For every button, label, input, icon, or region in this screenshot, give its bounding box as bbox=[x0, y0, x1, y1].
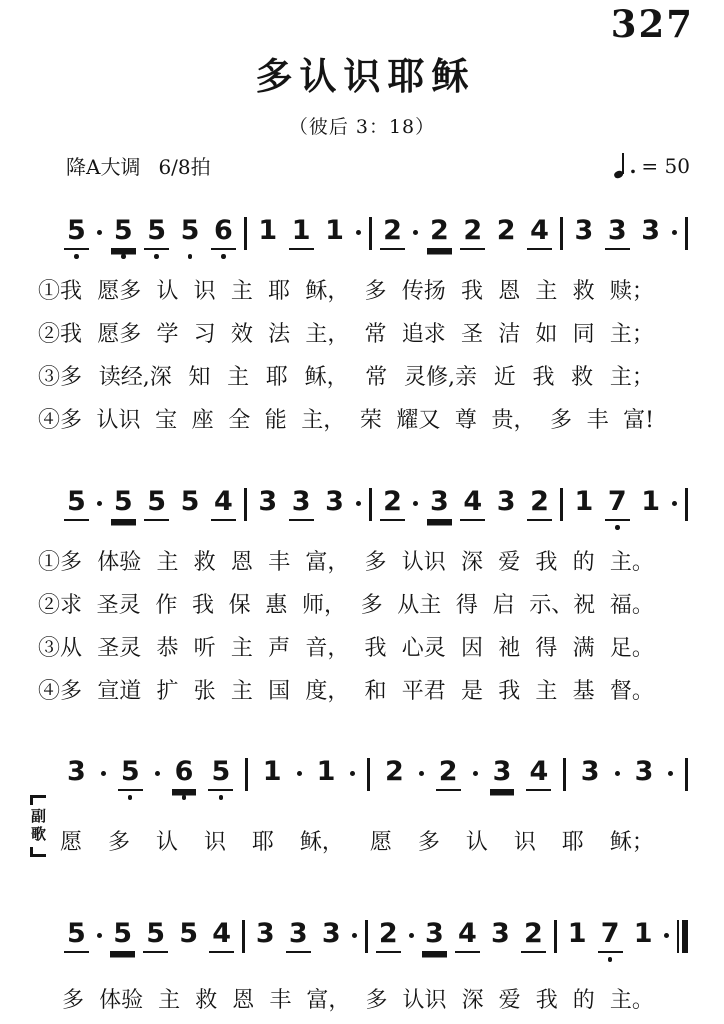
note: 5 bbox=[144, 216, 169, 250]
lyric-group: 的 bbox=[572, 988, 595, 1013]
note: 4 bbox=[460, 487, 485, 521]
note: 4 bbox=[527, 216, 552, 250]
lyric-group: 尊 bbox=[454, 408, 477, 433]
note: 3 bbox=[490, 757, 515, 791]
lyric-group: 师， bbox=[301, 593, 346, 618]
lyric-group: 效 bbox=[230, 322, 253, 347]
note: 1 bbox=[262, 756, 282, 787]
lyric-group: 祂 bbox=[498, 636, 521, 661]
lyric-group: 从主 bbox=[397, 593, 442, 618]
lyric-group: 扩 bbox=[156, 679, 179, 704]
chorus-bracket-top bbox=[30, 795, 46, 805]
lyric-group: 体验 bbox=[97, 550, 142, 575]
lyric-group: 满 bbox=[572, 636, 595, 661]
lyric-group: 张 bbox=[193, 679, 216, 704]
lyric-group: 耶 bbox=[265, 365, 288, 390]
lyric-group: 认 bbox=[156, 279, 179, 304]
lyric-group: 赎； bbox=[609, 279, 654, 304]
lyric-group: 我 bbox=[535, 550, 558, 575]
lyric-group: 度， bbox=[305, 679, 350, 704]
lyric-group: 荣 bbox=[359, 408, 382, 433]
note: 3 bbox=[325, 486, 344, 517]
lyric-group: 主 bbox=[156, 550, 179, 575]
lyric-group: 多 bbox=[62, 988, 85, 1013]
augmentation-dot bbox=[664, 933, 669, 938]
lyric-group: 是 bbox=[460, 679, 483, 704]
lyric-group: 我 bbox=[535, 988, 558, 1013]
lyric-group: 声 bbox=[268, 636, 291, 661]
low-octave-dot bbox=[615, 525, 620, 530]
hymn-number: 327 bbox=[610, 2, 694, 46]
note: 2 bbox=[380, 487, 405, 521]
note: 4 bbox=[455, 919, 480, 953]
lyric-group: 爱 bbox=[498, 988, 521, 1013]
note: 1 bbox=[258, 215, 278, 246]
note: 1 bbox=[641, 486, 661, 517]
note: 6 bbox=[211, 216, 236, 250]
lyric-group: 富! bbox=[623, 408, 654, 433]
lyric-group: 圣灵 bbox=[96, 593, 141, 618]
lyric-group: 认识 bbox=[401, 550, 446, 575]
barline bbox=[244, 217, 247, 250]
note: 3 bbox=[422, 919, 447, 953]
lyric-group: 主 bbox=[230, 679, 253, 704]
lyric-line-v1-1 bbox=[38, 268, 654, 311]
lyric-line-v2-1 bbox=[38, 539, 654, 582]
lyric-group: 知 bbox=[188, 365, 211, 390]
note: 1 bbox=[325, 215, 344, 246]
augmentation-dot bbox=[672, 230, 677, 235]
lyric-group: 耶 bbox=[561, 829, 584, 855]
lyric-group: 主， bbox=[301, 408, 346, 433]
lyric-group: 心灵 bbox=[401, 636, 446, 661]
lyric-group: 深 bbox=[461, 988, 484, 1013]
note: 5 bbox=[178, 216, 203, 248]
note: 4 bbox=[211, 487, 236, 521]
lyric-group: 认 bbox=[465, 829, 488, 855]
lyric-group: 我 bbox=[364, 636, 387, 661]
page-title: 多认识耶稣 bbox=[255, 55, 476, 98]
lyric-group: ②求 bbox=[38, 593, 83, 618]
lyric-group: 多 bbox=[365, 988, 388, 1013]
note: 3 bbox=[427, 487, 452, 521]
lyric-group: 启 bbox=[492, 593, 515, 618]
note: 5 bbox=[64, 487, 89, 521]
lyric-group: 常 bbox=[364, 322, 387, 347]
scripture-reference: （彼后 3：18） bbox=[288, 116, 436, 138]
note: 5 bbox=[111, 216, 136, 250]
augmentation-dot bbox=[352, 933, 357, 938]
lyric-group: ③多 bbox=[38, 365, 83, 390]
lyric-group: 救 bbox=[571, 365, 594, 390]
note: 7 bbox=[598, 919, 623, 953]
barline bbox=[365, 920, 368, 953]
note: 2 bbox=[436, 757, 461, 791]
augmentation-dot bbox=[356, 230, 361, 235]
barline bbox=[685, 488, 688, 521]
lyric-group: 稣； bbox=[609, 829, 654, 855]
barline bbox=[563, 758, 566, 791]
lyric-group: 传扬 bbox=[401, 279, 446, 304]
lyric-group: 主 bbox=[535, 279, 558, 304]
lyric-group: ①多 bbox=[38, 550, 83, 575]
note: 7 bbox=[605, 487, 630, 521]
note: 5 bbox=[143, 919, 168, 953]
lyric-group: 耶 bbox=[268, 279, 291, 304]
lyric-group: 宣道 bbox=[97, 679, 142, 704]
music-line-final bbox=[64, 919, 688, 965]
augmentation-dot bbox=[155, 771, 160, 776]
lyric-group: 国 bbox=[268, 679, 291, 704]
lyric-group: 常 bbox=[365, 365, 388, 390]
lyric-group: 愿 bbox=[369, 829, 392, 855]
low-octave-dot bbox=[219, 795, 224, 800]
low-octave-dot bbox=[608, 957, 613, 962]
lyric-group: 示、祝 bbox=[529, 593, 596, 618]
note: 3 bbox=[580, 756, 600, 787]
augmentation-dot bbox=[101, 771, 106, 776]
lyric-group: 体验 bbox=[99, 988, 144, 1013]
low-octave-dot bbox=[74, 254, 79, 259]
lyric-group: 得 bbox=[455, 593, 478, 618]
low-octave-dot bbox=[221, 254, 226, 259]
lyric-group: ④多 bbox=[38, 408, 83, 433]
key-signature: 降A大调 bbox=[66, 155, 141, 179]
lyric-group: 追求 bbox=[401, 322, 446, 347]
lyric-group: 圣 bbox=[460, 322, 483, 347]
lyric-group: 听 bbox=[193, 636, 216, 661]
lyric-group: 的 bbox=[572, 550, 595, 575]
music-line-chorus bbox=[64, 757, 688, 803]
note: 3 bbox=[321, 918, 341, 949]
music-line-2 bbox=[64, 487, 688, 533]
lyric-group: 愿 bbox=[60, 829, 83, 855]
low-octave-dot bbox=[154, 254, 159, 259]
lyric-group: 惠 bbox=[265, 593, 288, 618]
note: 1 bbox=[316, 756, 336, 787]
lyric-group: 宝 bbox=[155, 408, 178, 433]
augmentation-dot bbox=[409, 933, 414, 938]
augmentation-dot bbox=[97, 501, 102, 506]
lyric-group: 音， bbox=[305, 636, 350, 661]
note: 3 bbox=[258, 486, 278, 517]
chorus-lyric-line bbox=[60, 811, 654, 869]
note: 2 bbox=[496, 215, 516, 246]
augmentation-dot bbox=[297, 771, 302, 776]
note: 3 bbox=[491, 918, 510, 949]
lyric-group: 督。 bbox=[609, 679, 654, 704]
note: 1 bbox=[567, 918, 587, 949]
lyric-group: 福。 bbox=[609, 593, 654, 618]
augmentation-dot bbox=[672, 501, 677, 506]
lyric-group: 保 bbox=[228, 593, 251, 618]
note: 3 bbox=[496, 486, 516, 517]
chorus-label-text: 副歌 bbox=[29, 808, 47, 844]
lyric-group: 全 bbox=[228, 408, 251, 433]
lyric-group: 耶 bbox=[251, 829, 274, 855]
lyric-group: 愿多 bbox=[97, 279, 142, 304]
lyric-group: 灵修,亲 bbox=[404, 365, 478, 390]
note: 3 bbox=[255, 918, 275, 949]
note: 2 bbox=[380, 216, 405, 250]
lyric-group: 认识 bbox=[402, 988, 447, 1013]
note: 1 bbox=[289, 216, 314, 250]
note: 5 bbox=[144, 487, 169, 521]
barline bbox=[367, 758, 370, 791]
lyric-group: 识 bbox=[203, 829, 226, 855]
lyric-group: 法 bbox=[268, 322, 291, 347]
lyric-group: 富， bbox=[306, 988, 351, 1013]
lyric-group: 丰 bbox=[268, 550, 291, 575]
note: 1 bbox=[574, 486, 594, 517]
lyric-group: 基 bbox=[572, 679, 595, 704]
lyric-group: 洁 bbox=[498, 322, 521, 347]
lyric-group: 主； bbox=[609, 322, 654, 347]
tempo-value: = 50 bbox=[641, 154, 690, 178]
barline bbox=[685, 758, 688, 791]
lyric-group: 因 bbox=[460, 636, 483, 661]
note: 3 bbox=[605, 216, 630, 250]
lyric-group: 丰 bbox=[269, 988, 292, 1013]
lyric-group: 多 bbox=[364, 279, 387, 304]
augmentation-dot bbox=[413, 501, 418, 506]
barline bbox=[560, 217, 563, 250]
low-octave-dot bbox=[128, 795, 133, 800]
lyric-group: 多 bbox=[364, 550, 387, 575]
augmentation-dot bbox=[356, 501, 361, 506]
lyric-group: 习 bbox=[193, 322, 216, 347]
note: 3 bbox=[574, 215, 594, 246]
lyric-group: 愿多 bbox=[97, 322, 142, 347]
lyric-group: 爱 bbox=[498, 550, 521, 575]
lyric-group: 作 bbox=[155, 593, 178, 618]
augmentation-dot bbox=[97, 230, 102, 235]
barline bbox=[244, 488, 247, 521]
lyric-group: 足。 bbox=[609, 636, 654, 661]
augmentation-dot bbox=[668, 771, 673, 776]
lyric-group: 主 bbox=[230, 636, 253, 661]
lyric-line-v2-4 bbox=[38, 668, 654, 711]
lyric-group: 富， bbox=[305, 550, 350, 575]
note: 5 bbox=[118, 757, 143, 791]
lyric-group: 识 bbox=[513, 829, 536, 855]
lyric-group: ③从 bbox=[38, 636, 83, 661]
lyric-group: 恭 bbox=[156, 636, 179, 661]
lyric-group: 主， bbox=[305, 322, 350, 347]
note: 3 bbox=[286, 919, 311, 953]
verse-block-2 bbox=[38, 539, 654, 711]
lyric-group: 我 bbox=[460, 279, 483, 304]
note: 2 bbox=[384, 756, 404, 787]
meta-row bbox=[66, 151, 690, 180]
lyric-line-v1-2 bbox=[38, 311, 654, 354]
lyric-group: 多 bbox=[360, 593, 383, 618]
lyric-group: 稣， bbox=[304, 365, 349, 390]
lyric-group: 救 bbox=[193, 550, 216, 575]
lyric-group: 主 bbox=[158, 988, 181, 1013]
lyric-line-v2-2 bbox=[38, 582, 654, 625]
barline bbox=[554, 920, 557, 953]
note: 2 bbox=[376, 919, 401, 953]
note: 1 bbox=[633, 918, 653, 949]
barline bbox=[560, 488, 563, 521]
note: 5 bbox=[110, 919, 135, 953]
barline bbox=[369, 217, 372, 250]
music-line-1 bbox=[64, 216, 688, 262]
lyric-group: 多 bbox=[550, 408, 573, 433]
note: 2 bbox=[521, 919, 546, 953]
augmentation-dot bbox=[473, 771, 478, 776]
barline bbox=[245, 758, 248, 791]
low-octave-dot bbox=[121, 254, 126, 259]
lyric-group: 我 bbox=[498, 679, 521, 704]
lyric-group: 主。 bbox=[609, 550, 654, 575]
note: 5 bbox=[180, 486, 200, 517]
final-barline bbox=[677, 920, 688, 953]
lyric-group: 主； bbox=[609, 365, 654, 390]
lyric-group: 如 bbox=[535, 322, 558, 347]
note: 5 bbox=[64, 919, 89, 953]
note: 5 bbox=[208, 757, 233, 791]
lyric-group: 认 bbox=[155, 829, 178, 855]
lyric-group: 识 bbox=[193, 279, 216, 304]
key-time-signature bbox=[66, 151, 211, 180]
note: 4 bbox=[209, 919, 234, 953]
low-octave-dot bbox=[188, 254, 193, 259]
note: 4 bbox=[526, 757, 551, 791]
lyric-group: 同 bbox=[572, 322, 595, 347]
augmentation-dot bbox=[413, 230, 418, 235]
lyric-group: 深 bbox=[460, 550, 483, 575]
lyric-group: ①我 bbox=[38, 279, 83, 304]
note: 2 bbox=[460, 216, 485, 250]
lyric-group: 救 bbox=[572, 279, 595, 304]
lyric-group: 恩 bbox=[498, 279, 521, 304]
lyric-group: 学 bbox=[156, 322, 179, 347]
lyric-group: 贵， bbox=[491, 408, 536, 433]
lyric-group: 平君 bbox=[401, 679, 446, 704]
final-lyric-line bbox=[62, 977, 654, 1020]
lyric-group: 耀又 bbox=[396, 408, 441, 433]
lyric-group: 主 bbox=[230, 279, 253, 304]
note: 3 bbox=[641, 215, 661, 246]
barline bbox=[369, 488, 372, 521]
lyric-group: 座 bbox=[191, 408, 214, 433]
lyric-group: 恩 bbox=[230, 550, 253, 575]
augmentation-dot bbox=[350, 771, 355, 776]
lyric-line-v2-3 bbox=[38, 625, 654, 668]
augmentation-dot bbox=[615, 771, 620, 776]
low-octave-dot bbox=[182, 795, 187, 800]
lyric-group: 圣灵 bbox=[97, 636, 142, 661]
lyric-group: 主。 bbox=[609, 988, 654, 1013]
note: 2 bbox=[427, 216, 452, 250]
note: 5 bbox=[64, 216, 89, 250]
lyric-group: ②我 bbox=[38, 322, 83, 347]
dotted-quarter-note-icon bbox=[614, 153, 625, 178]
lyric-group: 稣， bbox=[305, 279, 350, 304]
lyric-group: 得 bbox=[535, 636, 558, 661]
barline bbox=[685, 217, 688, 250]
lyric-group: 多 bbox=[417, 829, 440, 855]
lyric-group: 稣， bbox=[299, 829, 344, 855]
lyric-group: ④多 bbox=[38, 679, 83, 704]
lyric-group: 恩 bbox=[232, 988, 255, 1013]
note: 3 bbox=[67, 756, 86, 787]
lyric-group: 多 bbox=[107, 829, 130, 855]
chorus-row bbox=[29, 808, 654, 869]
barline bbox=[242, 920, 245, 953]
note: 5 bbox=[111, 487, 136, 521]
lyric-line-v1-4 bbox=[38, 397, 654, 440]
lyric-group: 我 bbox=[191, 593, 214, 618]
verse-block-1 bbox=[38, 268, 654, 440]
chorus-label bbox=[30, 795, 60, 869]
tempo-dot: . bbox=[629, 154, 637, 178]
lyric-group: 能 bbox=[264, 408, 287, 433]
lyric-line-v1-3 bbox=[38, 354, 654, 397]
note: 3 bbox=[634, 756, 654, 787]
lyric-group: 主 bbox=[535, 679, 558, 704]
lyric-group: 和 bbox=[364, 679, 387, 704]
lyric-group: 读经,深 bbox=[98, 365, 172, 390]
tempo-marking bbox=[614, 153, 690, 178]
lyric-group: 主 bbox=[227, 365, 250, 390]
chorus-bracket-bottom bbox=[30, 847, 46, 857]
note-stem bbox=[622, 153, 624, 174]
lyric-group: 认识 bbox=[96, 408, 141, 433]
augmentation-dot bbox=[97, 933, 102, 938]
note: 5 bbox=[179, 918, 198, 949]
lyric-group: 丰 bbox=[586, 408, 609, 433]
augmentation-dot bbox=[419, 771, 424, 776]
lyric-group: 救 bbox=[195, 988, 218, 1013]
lyric-group: 近 bbox=[493, 365, 516, 390]
lyric-group: 我 bbox=[532, 365, 555, 390]
note: 2 bbox=[527, 487, 552, 521]
note: 3 bbox=[289, 487, 314, 521]
note: 6 bbox=[172, 757, 197, 791]
time-signature: 6/8拍 bbox=[158, 155, 211, 179]
